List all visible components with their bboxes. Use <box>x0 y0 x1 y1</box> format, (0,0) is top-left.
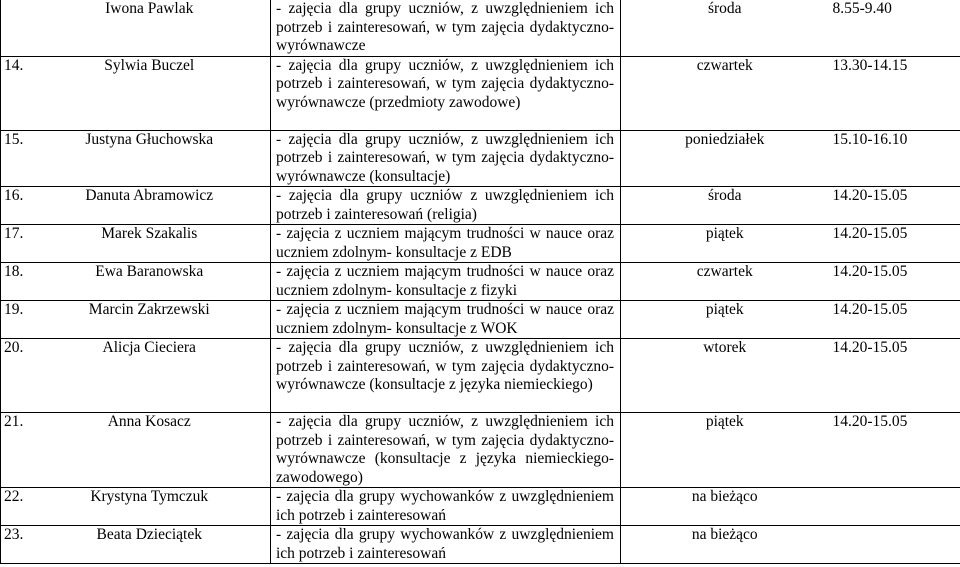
teacher-name: Krystyna Tymczuk <box>29 488 271 526</box>
teacher-name: Sylwia Buczel <box>29 56 271 130</box>
day-of-week: na bieżąco <box>621 488 829 526</box>
teacher-name: Justyna Głuchowska <box>29 130 271 187</box>
time-slot: 15.10-16.10 <box>829 130 960 187</box>
time-slot: 14.20-15.05 <box>829 301 960 339</box>
day-of-week: środa <box>621 187 829 225</box>
teacher-name: Beata Dzieciątek <box>29 526 271 564</box>
activity-description: - zajęcia dla grupy uczniów, z uwzględnieniem ich potrzeb i zainteresowań, w tym zajęcia dydaktyczno- wyrównawcze (przedmioty zawodowe) <box>271 56 621 130</box>
table-row <box>1 339 960 413</box>
teacher-name: Anna Kosacz <box>29 413 271 488</box>
table-row <box>1 301 960 339</box>
activity-description: - zajęcia z uczniem mającym trudności w nauce oraz uczniem zdolnym- konsultacje z fizyki <box>271 263 621 301</box>
time-slot <box>829 488 960 526</box>
time-slot <box>829 526 960 564</box>
row-number: 17. <box>1 225 29 263</box>
teacher-name: Marek Szakalis <box>29 225 271 263</box>
day-of-week: środa <box>621 0 829 56</box>
activity-description: - zajęcia dla grupy uczniów, z uwzględnieniem ich potrzeb i zainteresowań, w tym zajęcia dydaktyczno- wyrównawcze (konsultacje z języka niemieckiego) <box>271 339 621 413</box>
row-number: 18. <box>1 263 29 301</box>
table-row <box>1 187 960 225</box>
table-row <box>1 225 960 263</box>
teacher-name: Ewa Baranowska <box>29 263 271 301</box>
time-slot: 14.20-15.05 <box>829 187 960 225</box>
table-row <box>1 488 960 526</box>
row-number: 21. <box>1 413 29 488</box>
activity-description: - zajęcia dla grupy uczniów z uwzględnieniem ich potrzeb i zainteresowań (religia) <box>271 187 621 225</box>
table-row <box>1 130 960 187</box>
time-slot: 8.55-9.40 <box>829 0 960 56</box>
day-of-week: wtorek <box>621 339 829 413</box>
day-of-week: poniedziałek <box>621 130 829 187</box>
time-slot: 14.20-15.05 <box>829 263 960 301</box>
activity-description: - zajęcia dla grupy wychowanków z uwzględnieniem ich potrzeb i zainteresowań <box>271 526 621 564</box>
table-row <box>1 56 960 130</box>
activity-description: - zajęcia z uczniem mającym trudności w nauce oraz uczniem zdolnym- konsultacje z EDB <box>271 225 621 263</box>
table-row <box>1 413 960 488</box>
day-of-week: na bieżąco <box>621 526 829 564</box>
table-row <box>1 263 960 301</box>
day-of-week: piątek <box>621 301 829 339</box>
teacher-name: Marcin Zakrzewski <box>29 301 271 339</box>
time-slot: 14.20-15.05 <box>829 413 960 488</box>
row-number: 23. <box>1 526 29 564</box>
activity-description: - zajęcia dla grupy uczniów, z uwzględnieniem ich potrzeb i zainteresowań, w tym zajęcia dydaktyczno- wyrównawcze <box>271 0 621 56</box>
time-slot: 14.20-15.05 <box>829 225 960 263</box>
row-number: 22. <box>1 488 29 526</box>
activity-description: - zajęcia dla grupy uczniów, z uwzględnieniem ich potrzeb i zainteresowań, w tym zajęcia dydaktyczno- wyrównawcze (konsultacje) <box>271 130 621 187</box>
day-of-week: piątek <box>621 225 829 263</box>
time-slot: 13.30-14.15 <box>829 56 960 130</box>
activity-description: - zajęcia dla grupy uczniów, z uwzględnieniem ich potrzeb i zainteresowań, w tym zajęcia dydaktyczno- wyrównawcze (konsultacje z języka niemieckiego- zawodowego) <box>271 413 621 488</box>
row-number: 19. <box>1 301 29 339</box>
day-of-week: piątek <box>621 413 829 488</box>
row-number: 20. <box>1 339 29 413</box>
time-slot: 14.20-15.05 <box>829 339 960 413</box>
activity-description: - zajęcia z uczniem mającym trudności w nauce oraz uczniem zdolnym- konsultacje z WOK <box>271 301 621 339</box>
activity-description: - zajęcia dla grupy wychowanków z uwzględnieniem ich potrzeb i zainteresowań <box>271 488 621 526</box>
row-number: 16. <box>1 187 29 225</box>
row-number <box>1 0 29 56</box>
day-of-week: czwartek <box>621 56 829 130</box>
row-number: 14. <box>1 56 29 130</box>
table-row <box>1 526 960 564</box>
teacher-name: Alicja Cieciera <box>29 339 271 413</box>
day-of-week: czwartek <box>621 263 829 301</box>
row-number: 15. <box>1 130 29 187</box>
table-row <box>1 0 960 56</box>
teacher-name: Iwona Pawlak <box>29 0 271 56</box>
teacher-name: Danuta Abramowicz <box>29 187 271 225</box>
